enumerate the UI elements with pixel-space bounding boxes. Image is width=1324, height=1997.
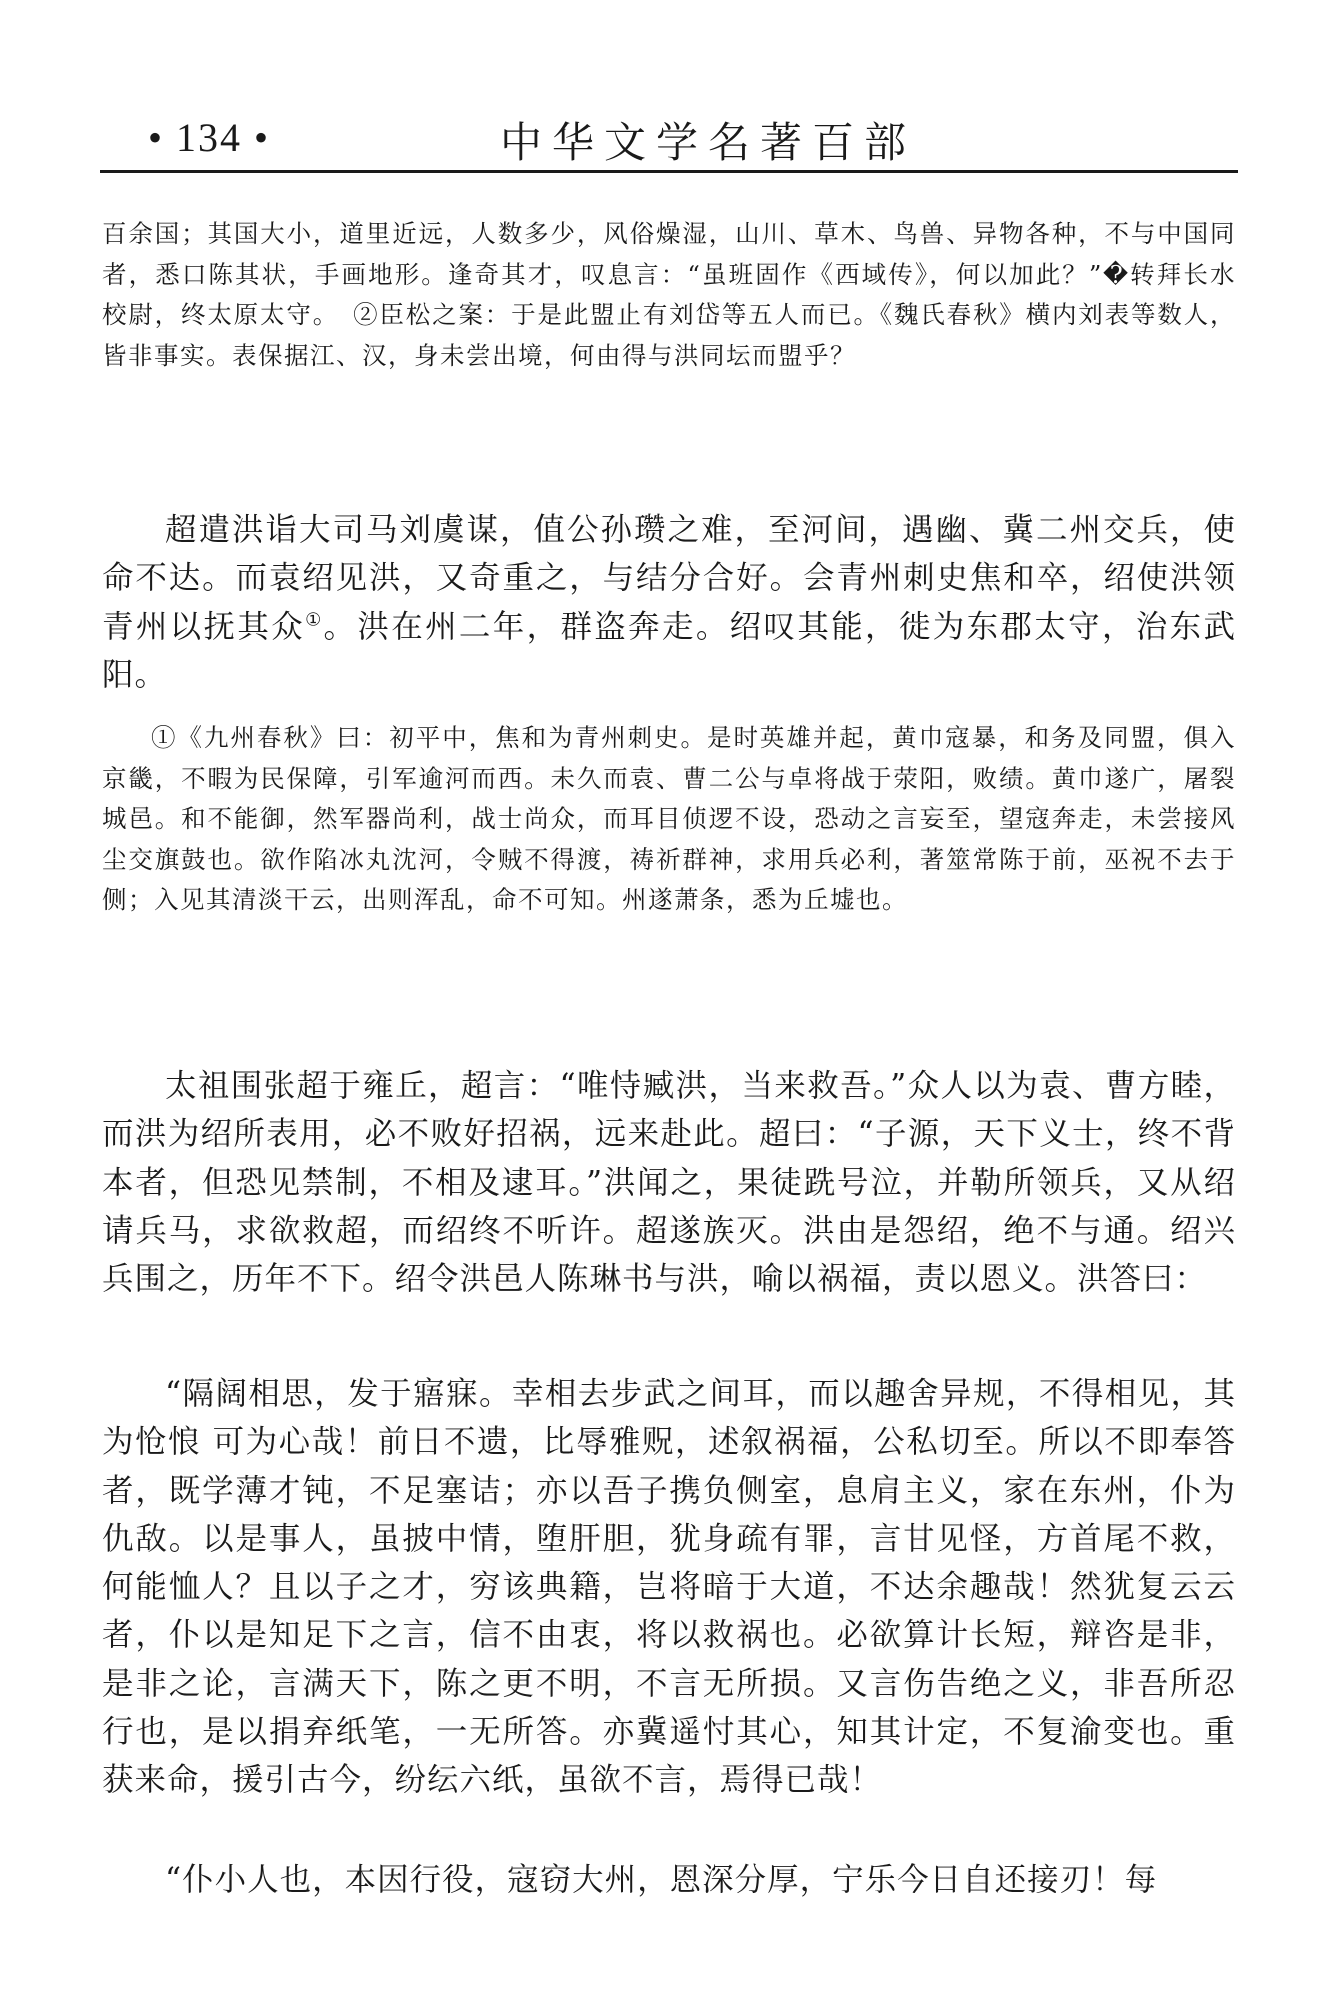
page-header xyxy=(100,100,1238,172)
footnote-continued: 百余国；其国大小，道里近远，人数多少，风俗燥湿，山川、草木、鸟兽、异物各种，不与中国同者，悉口陈其状，手画地形。逢奇其才，叹息言：“虽班固作《西域传》，何以加此？”�转拜长水校尉，终太原太守。 ②臣松之案：于是此盟止有刘岱等五人而已。《魏氏春秋》横内刘表等数人，皆非事实。表保据江、汉，身未尝出境，何由得与洪同坛而盟乎？ xyxy=(102,219,1236,370)
paragraph-3: “隔阔相思，发于寤寐。幸相去步武之间耳，而以趣舍异规，不得相见，其为怆悢 可为心哉！前日不遗，比辱雅贶，述叙祸福，公私切至。所以不即奉答者，既学薄才钝，不足塞诘；亦以吾子携负侧室，息肩主义，家在东州，仆为仇敌。以是事人，虽披中情，堕肝胆，犹身疏有罪，言甘见怪，方首尾不救，何能恤人？且以子之才，穷该典籍，岂将暗于大道，不达余趣哉！然犹复云云者，仆以是知足下之言，信不由衷，将以救祸也。必欲算计长短，辩咨是非，是非之论，言满天下，陈之更不明，不言无所损。又言伤告绝之义，非吾所忍行也，是以捐弃纸笔，一无所答。亦冀遥忖其心，知其计定，不复渝变也。重获来命，援引古今，纷纭六纸，虽欲不言，焉得已哉！ xyxy=(102,1376,1236,1799)
book-title: 中华文学名著百部 xyxy=(500,118,917,167)
footnote-marker: ① xyxy=(305,609,324,631)
paragraph-4: “仆小人也，本因行役，寇窃大州，恩深分厚，宁乐今日自还接刃！每 xyxy=(165,1862,1158,1898)
footnote-1: ①《九州春秋》曰：初平中，焦和为青州刺史。是时英雄并起，黄巾寇暴，和务及同盟，俱入京畿，不暇为民保障，引军逾河而西。未久而袁、曹二公与卓将战于荥阳，败绩。黄巾遂广，屠裂城邑。和不能御，然军器尚利，战士尚众，而耳目侦逻不设，恐动之言妄至，望寇奔走，未尝接风尘交旗鼓也。欲作陷冰丸沈河，令贼不得渡，祷祈群神，求用兵必利，著筮常陈于前，巫祝不去于侧；入见其清淡干云，出则浑乱，命不可知。州遂萧条，悉为丘墟也。 xyxy=(102,723,1236,915)
paragraph-1-text: 超遣洪诣大司马刘虞谋，值公孙瓒之难，至河间，遇幽、冀二州交兵，使命不达。而袁绍见洪，又奇重之，与结分合好。会青州刺史焦和卒，绍使洪领青州以抚其众 xyxy=(102,512,1236,645)
paragraph-1 xyxy=(102,506,1236,699)
paragraph-2: 太祖围张超于雍丘，超言：“唯恃臧洪，当来救吾。”众人以为袁、曹方睦，而洪为绍所表用，必不败好招祸，远来赴此。超曰：“子源，天下义士，终不背本者，但恐见禁制，不相及逮耳。”洪闻之，果徒跣号泣，并勒所领兵，又从绍请兵马，求欲救超，而绍终不听许。超遂族灭。洪由是怨绍，绝不与通。绍兴兵围之，历年不下。绍令洪邑人陈琳书与洪，喻以祸福，责以恩义。洪答曰： xyxy=(102,1068,1236,1298)
paragraph-1-tail: 。洪在州二年，群盗奔走。绍叹其能，徙为东郡太守，治东武阳。 xyxy=(102,608,1236,693)
header-rule xyxy=(100,170,1238,173)
page-number: • 134 • xyxy=(148,115,271,160)
